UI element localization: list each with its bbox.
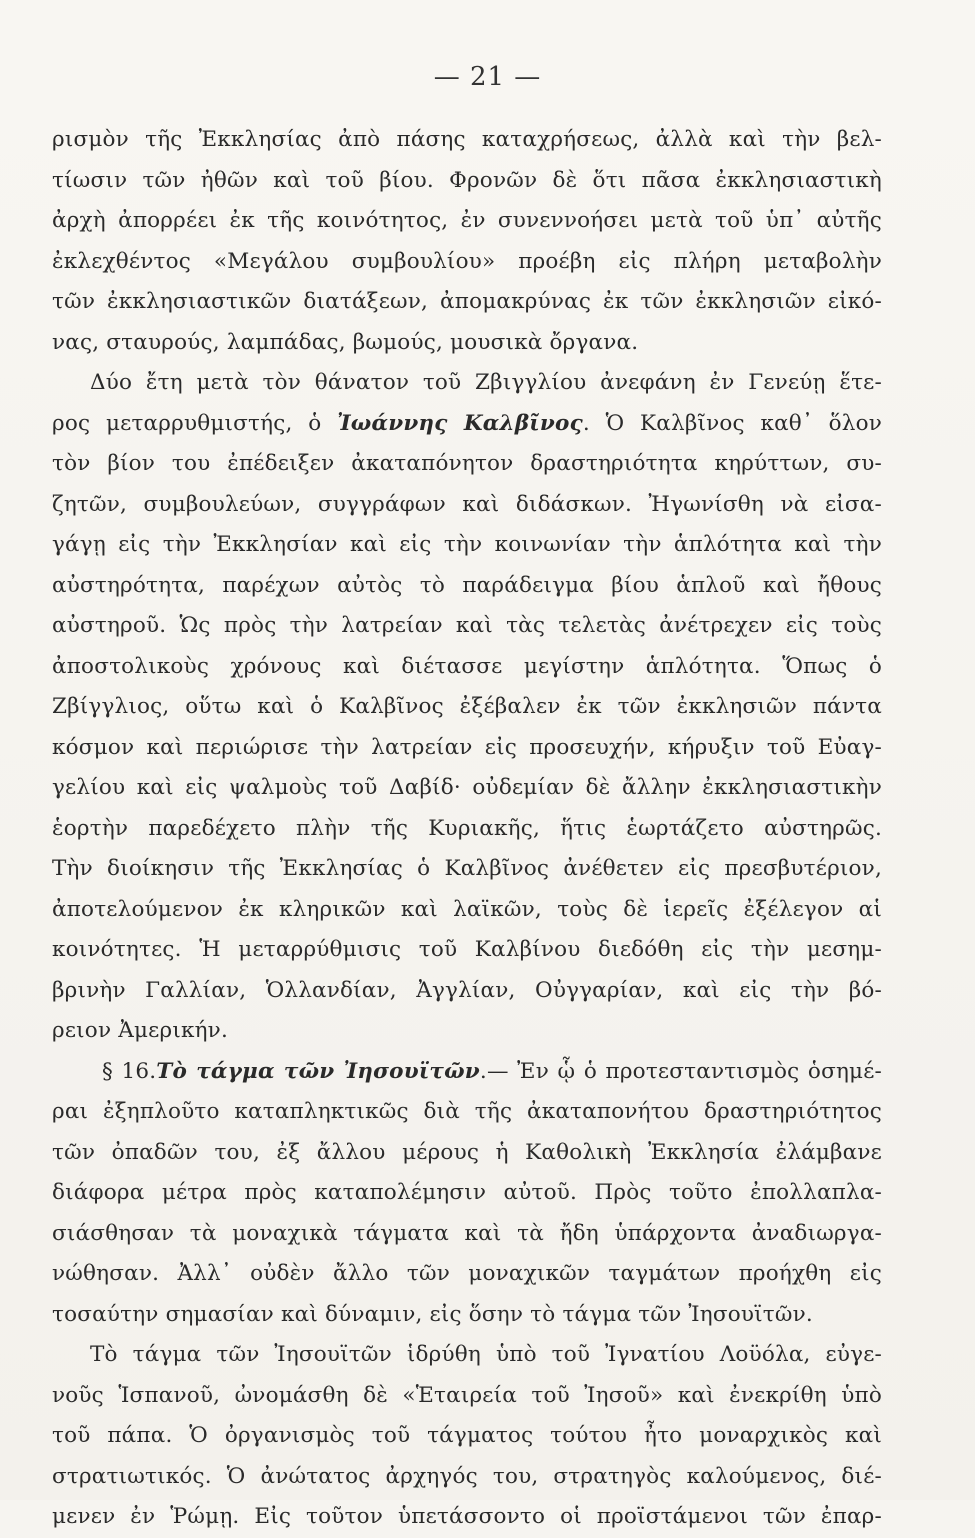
text-line	[52, 1133, 882, 1174]
line-text: τίωσιν τῶν ἠθῶν καὶ τοῦ βίου. Φρονῶν δὲ ὅτι πᾶσα ἐκκλησιαστικὴ	[52, 167, 882, 193]
line-text: ρισμὸν τῆς Ἐκκλησίας ἀπὸ πάσης καταχρήσεως, ἀλλὰ καὶ τὴν βελ-	[52, 127, 882, 152]
text-line	[52, 282, 882, 323]
line-text: κόσμον καὶ περιώρισε τὴν λατρείαν εἰς προσευχήν, κήρυξιν τοῦ Εὐαγ-	[52, 734, 882, 760]
text-line	[52, 1052, 882, 1093]
text-line	[52, 1214, 882, 1255]
line-text: ρος μεταρρυθμιστής, ὁ	[52, 410, 338, 436]
line-text: .— Ἐν ᾧ ὁ προτεσταντισμὸς ὁσημέ-	[479, 1058, 883, 1084]
text-line	[52, 930, 882, 971]
text-line	[52, 323, 882, 364]
text-line	[52, 444, 882, 485]
text-line	[52, 1254, 882, 1295]
text-line	[52, 525, 882, 566]
line-text: ρειον Ἀμερικήν.	[52, 1018, 228, 1043]
line-text: ἑορτὴν παρεδέχετο πλὴν τῆς Κυριακῆς, ἥτις ἑωρτάζετο αὐστηρῶς.	[52, 815, 882, 841]
emphasized-heading: Ἰωάννης Καλβῖνος	[337, 410, 583, 436]
line-text: αὐστηρότητα, παρέχων αὐτὸς τὸ παράδειγμα βίου ἁπλοῦ καὶ ἤθους	[52, 572, 882, 598]
line-text: διάφορα μέτρα πρὸς καταπολέμησιν αὐτοῦ. Πρὸς τοῦτο ἐπολλαπλα-	[52, 1180, 882, 1205]
text-line	[52, 485, 882, 526]
text-line	[52, 363, 882, 404]
line-text: Ζβίγγλιος, οὕτω καὶ ὁ Καλβῖνος ἐξέβαλεν ἐκ τῶν ἐκκλησιῶν πάντα	[52, 694, 882, 719]
line-text: ζητῶν, συμβουλεύων, συγγράφων καὶ διδάσκων. Ἠγωνίσθη νὰ εἰσα-	[52, 491, 882, 517]
line-text: νας, σταυρούς, λαμπάδας, βωμούς, μουσικὰ ὄργανα.	[52, 329, 639, 355]
text-line	[52, 161, 882, 202]
line-text: στρατιωτικός. Ὁ ἀνώτατος ἀρχηγός του, στρατηγὸς καλούμενος, διέ-	[52, 1463, 882, 1489]
text-line	[52, 1416, 882, 1457]
line-text: κοινότητες. Ἡ μεταρρύθμισις τοῦ Καλβίνου διεδόθη εἰς τὴν μεσημ-	[52, 937, 882, 962]
text-line	[52, 1457, 882, 1498]
line-text: Δύο ἔτη μετὰ τὸν θάνατον τοῦ Ζβιγγλίου ἀνεφάνη ἐν Γενεύῃ ἕτε-	[90, 370, 882, 395]
text-line	[52, 1092, 882, 1133]
line-text: ἀποτελούμενον ἐκ κληρικῶν καὶ λαϊκῶν, τοὺς δὲ ἱερεῖς ἐξέλεγον αἱ	[52, 896, 882, 922]
text-line	[52, 566, 882, 607]
line-text: . Ὁ Καλβῖνος καθ᾽ ὅλον	[582, 410, 882, 436]
text-line	[52, 768, 882, 809]
line-text: ἐκλεχθέντος «Μεγάλου συμβουλίου» προέβη εἰς πλήρη μεταβολὴν	[52, 248, 882, 274]
body-text	[52, 120, 882, 1538]
line-text: γελίου καὶ εἰς ψαλμοὺς τοῦ Δαβίδ· οὐδεμίαν δὲ ἄλλην ἐκκλησιαστικὴν	[52, 775, 882, 800]
line-text: ραι ἐξηπλοῦτο καταπληκτικῶς διὰ τῆς ἀκαταπονήτου δραστηριότητος	[52, 1099, 882, 1124]
line-text: τὸν βίον του ἐπέδειξεν ἀκαταπόνητον δραστηριότητα κηρύττων, συ-	[52, 451, 882, 476]
line-text: τοσαύτην σημασίαν καὶ δύναμιν, εἰς ὅσην τὸ τάγμα τῶν Ἰησουϊτῶν.	[52, 1301, 813, 1327]
line-text: τῶν ἐκκλησιαστικῶν διατάξεων, ἀπομακρύνας ἐκ τῶν ἐκκλησιῶν εἰκό-	[52, 289, 882, 314]
text-line	[52, 404, 882, 445]
text-line	[52, 971, 882, 1012]
line-text: Τὴν διοίκησιν τῆς Ἐκκλησίας ὁ Καλβῖνος ἀνέθετεν εἰς πρεσβυτέριον,	[52, 856, 882, 881]
line-text: ἀποστολικοὺς χρόνους καὶ διέτασσε μεγίστην ἁπλότητα. Ὅπως ὁ	[52, 653, 882, 679]
text-line	[52, 849, 882, 890]
line-text: σιάσθησαν τὰ μοναχικὰ τάγματα καὶ τὰ ἤδη ὑπάρχοντα ἀναδιωργα-	[52, 1220, 882, 1246]
line-text: γάγῃ εἰς τὴν Ἐκκλησίαν καὶ εἰς τὴν κοινωνίαν τὴν ἁπλότητα καὶ τὴν	[52, 532, 882, 557]
line-text: τῶν ὀπαδῶν του, ἐξ ἄλλου μέρους ἡ Καθολικὴ Ἐκκλησία ἐλάμβανε	[52, 1139, 882, 1165]
text-line	[52, 242, 882, 283]
page-number: — 21 —	[433, 62, 542, 92]
text-line	[52, 120, 882, 161]
text-line	[52, 1497, 882, 1538]
text-line	[52, 1011, 882, 1052]
text-line	[52, 728, 882, 769]
line-text: νοῦς Ἱσπανοῦ, ὠνομάσθη δὲ «Ἑταιρεία τοῦ Ἰησοῦ» καὶ ἐνεκρίθη ὑπὸ	[52, 1382, 882, 1408]
text-line	[52, 890, 882, 931]
line-text: τοῦ πάπα. Ὁ ὀργανισμὸς τοῦ τάγματος τούτου ἦτο μοναρχικὸς καὶ	[52, 1423, 882, 1448]
line-text: βρινὴν Γαλλίαν, Ὁλλανδίαν, Ἀγγλίαν, Οὐγγαρίαν, καὶ εἰς τὴν βό-	[52, 977, 882, 1003]
text-line	[52, 1376, 882, 1417]
text-line	[52, 809, 882, 850]
text-line	[52, 1173, 882, 1214]
line-text: αὐστηροῦ. Ὡς πρὸς τὴν λατρείαν καὶ τὰς τελετὰς ἀνέτρεχεν εἰς τοὺς	[52, 613, 882, 638]
emphasized-heading: Τὸ τάγμα τῶν Ἰησουϊτῶν	[156, 1058, 480, 1084]
text-line	[52, 1295, 882, 1336]
text-line	[52, 606, 882, 647]
line-text: ἀρχὴ ἀπορρέει ἐκ τῆς κοινότητος, ἐν συνεννοήσει μετὰ τοῦ ὑπ᾽ αὐτῆς	[52, 208, 882, 233]
text-line	[52, 201, 882, 242]
line-text: § 16.	[102, 1058, 157, 1084]
line-text: μενεν ἐν Ῥώμῃ. Εἰς τοῦτον ὑπετάσσοντο οἱ προϊστάμενοι τῶν ἐπαρ-	[52, 1504, 882, 1529]
line-text: Τὸ τάγμα τῶν Ἰησουϊτῶν ἱδρύθη ὑπὸ τοῦ Ἰγνατίου Λοϋόλα, εὐγε-	[90, 1342, 882, 1367]
text-line	[52, 687, 882, 728]
text-line	[52, 647, 882, 688]
line-text: νώθησαν. Ἀλλ᾽ οὐδὲν ἄλλο τῶν μοναχικῶν ταγμάτων προήχθη εἰς	[52, 1261, 882, 1286]
text-line	[52, 1335, 882, 1376]
